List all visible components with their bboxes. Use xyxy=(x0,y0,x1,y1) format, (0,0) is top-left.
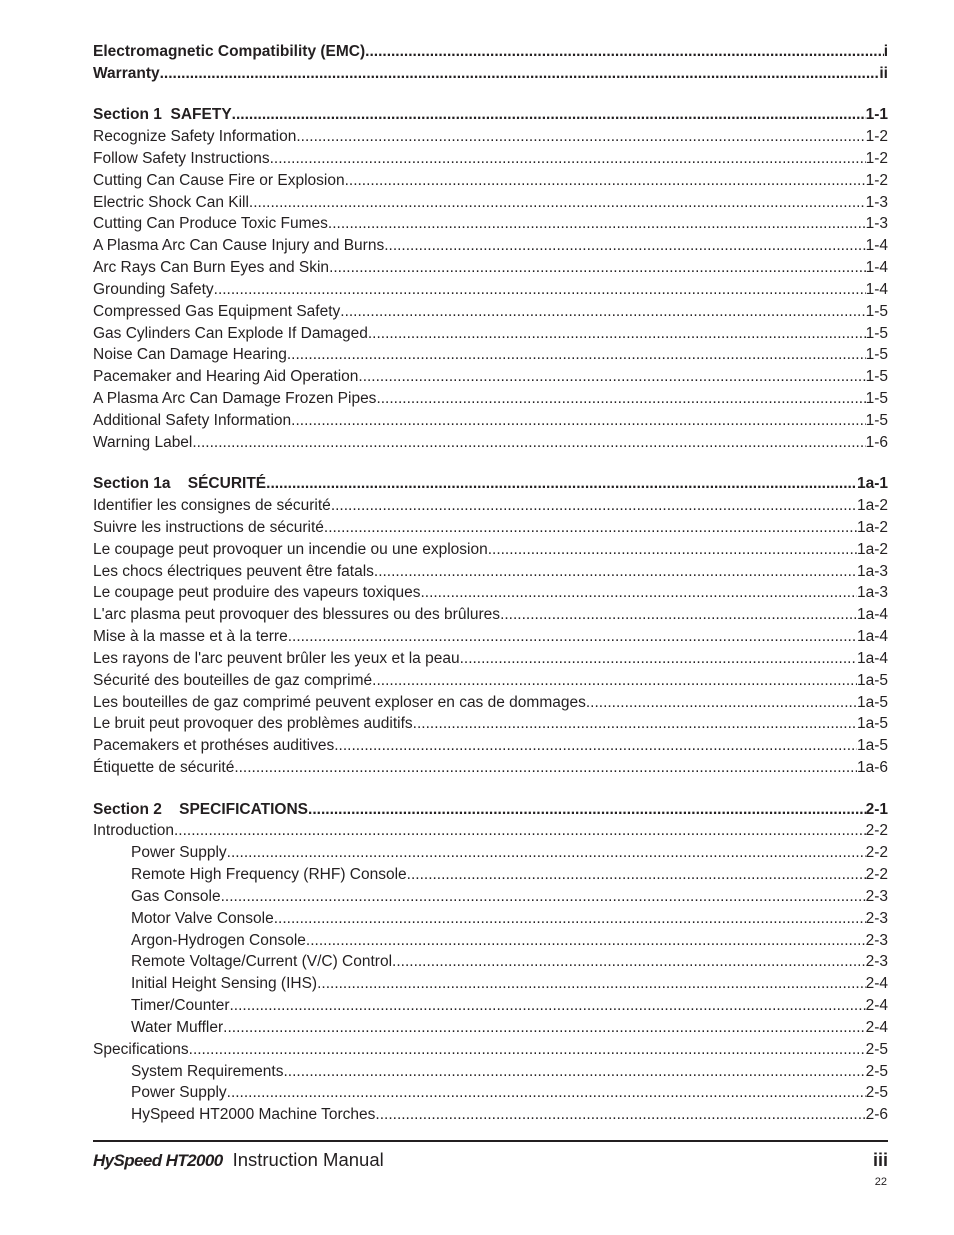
toc-entry-title: Recognize Safety Information xyxy=(93,128,297,146)
toc-subentry xyxy=(93,951,888,973)
section-heading-title: Section 1 SAFETY xyxy=(93,106,232,124)
dot-leader xyxy=(372,670,857,692)
toc-subentry-page: 2-4 xyxy=(865,1018,888,1036)
toc-entry-title: Cutting Can Produce Toxic Fumes xyxy=(93,215,328,233)
dot-leader xyxy=(287,344,866,366)
toc-entry-title: Pacemakers et prothéses auditives xyxy=(93,737,335,755)
toc-entry-title: Compressed Gas Equipment Safety xyxy=(93,302,341,320)
section-1a-group xyxy=(93,473,888,779)
toc-entry xyxy=(93,713,888,735)
toc-entry-page: 1-2 xyxy=(865,171,888,189)
section-heading-page: 1-1 xyxy=(865,106,888,124)
toc-entry-title: Warranty xyxy=(93,64,160,82)
toc-entry-title: A Plasma Arc Can Damage Frozen Pipes xyxy=(93,390,377,408)
dot-leader xyxy=(317,973,866,995)
section-2-heading xyxy=(93,799,888,821)
toc-entry xyxy=(93,257,888,279)
toc-entry-title: Grounding Safety xyxy=(93,280,214,298)
dot-leader xyxy=(214,279,866,301)
toc-entry-emc xyxy=(93,41,888,63)
dot-leader xyxy=(376,388,865,410)
toc-entry-page: 1a-5 xyxy=(856,715,888,733)
toc-entry-page: 1a-6 xyxy=(856,759,888,777)
toc-subentry-title: Remote Voltage/Current (V/C) Control xyxy=(131,953,393,971)
toc-entry xyxy=(93,323,888,345)
dot-leader xyxy=(331,495,857,517)
toc-entry-page: 1-5 xyxy=(865,324,888,342)
toc-subentry-page: 2-3 xyxy=(865,931,888,949)
front-matter xyxy=(93,41,888,85)
toc-entry-title: Cutting Can Cause Fire or Explosion xyxy=(93,171,345,189)
toc-entry xyxy=(93,561,888,583)
toc-subentry-title: Initial Height Sensing (IHS) xyxy=(131,975,318,993)
toc-entry xyxy=(93,235,888,257)
dot-leader xyxy=(340,301,865,323)
toc-subentry-title: Argon-Hydrogen Console xyxy=(131,931,306,949)
toc-entry xyxy=(93,626,888,648)
toc-entry-page: 2-5 xyxy=(865,1040,888,1058)
toc-entry xyxy=(93,410,888,432)
dot-leader xyxy=(328,213,866,235)
toc-subentry-title: System Requirements xyxy=(131,1062,284,1080)
toc-subentry-title: Gas Console xyxy=(131,887,221,905)
toc-subentry-title: Power Supply xyxy=(131,844,227,862)
toc-entry-page: 1-5 xyxy=(865,302,888,320)
toc-subentry xyxy=(93,930,888,952)
dot-leader xyxy=(334,735,857,757)
toc-entry-title: Specifications xyxy=(93,1040,189,1058)
toc-entry-page: 1a-5 xyxy=(856,671,888,689)
toc-entry-title: Electromagnetic Compatibility (EMC) xyxy=(93,43,366,60)
dot-leader xyxy=(374,561,857,583)
toc-entry xyxy=(93,192,888,214)
toc-subentry-page: 2-4 xyxy=(865,997,888,1015)
toc-entry xyxy=(93,692,888,714)
toc-entry-page: 1-2 xyxy=(865,149,888,167)
toc-subentry xyxy=(93,973,888,995)
toc-entry-title: Follow Safety Instructions xyxy=(93,149,270,167)
dot-leader xyxy=(227,842,866,864)
toc-entry-title: Warning Label xyxy=(93,433,193,451)
dot-leader xyxy=(420,582,857,604)
toc-entry-title: Les bouteilles de gaz comprimé peuvent exploser en cas de dommages xyxy=(93,693,586,711)
dot-leader xyxy=(407,864,866,886)
toc-subentry-page: 2-3 xyxy=(865,909,888,927)
toc-entry-page: 1a-4 xyxy=(856,628,888,646)
toc-subentry xyxy=(93,886,888,908)
dot-leader xyxy=(345,170,866,192)
footer xyxy=(93,1149,888,1171)
toc-entry-page: 1a-2 xyxy=(856,540,888,558)
toc-entry-page: 1-5 xyxy=(865,390,888,408)
toc-subentry xyxy=(93,995,888,1017)
toc-entry-page: 1-4 xyxy=(865,259,888,277)
dot-leader xyxy=(291,410,865,432)
toc-entry-title: Introduction xyxy=(93,822,174,840)
toc-entry-title: Additional Safety Information xyxy=(93,412,292,429)
dot-leader xyxy=(358,366,865,388)
dot-leader xyxy=(500,604,857,626)
dot-leader xyxy=(460,648,857,670)
toc-entry xyxy=(93,366,888,388)
toc-entry-page: 1a-5 xyxy=(856,693,888,711)
toc-entry-title: Arc Rays Can Burn Eyes and Skin xyxy=(93,259,330,277)
toc-subentry xyxy=(93,1017,888,1039)
toc-subentry xyxy=(93,842,888,864)
toc-entry-warranty xyxy=(93,63,888,85)
dot-leader xyxy=(329,257,866,279)
toc-entry-page: 1a-3 xyxy=(856,584,888,602)
toc-subentry-page: 2-3 xyxy=(865,887,888,905)
dot-leader xyxy=(274,908,866,930)
dot-leader xyxy=(189,1039,866,1061)
toc-entry xyxy=(93,517,888,539)
toc-subentry-page: 2-5 xyxy=(865,1084,888,1102)
dot-leader xyxy=(227,1082,866,1104)
toc-entry xyxy=(93,582,888,604)
footer-product-name: HySpeed HT2000 xyxy=(93,1151,223,1170)
toc-entry xyxy=(93,539,888,561)
dot-leader xyxy=(249,192,866,214)
dot-leader xyxy=(375,1104,865,1126)
dot-leader xyxy=(413,713,857,735)
footer-rule xyxy=(93,1140,888,1142)
toc-subentry-page: 2-4 xyxy=(865,975,888,993)
toc-entry xyxy=(93,279,888,301)
section-1-group xyxy=(93,104,888,454)
toc-entry-title: Gas Cylinders Can Explode If Damaged xyxy=(93,324,368,342)
toc-entry xyxy=(93,820,888,842)
toc-entry-page: 1-3 xyxy=(865,215,888,233)
toc-entry-page: 1a-2 xyxy=(856,518,888,536)
toc-subentry-title: Timer/Counter xyxy=(131,997,230,1015)
section-heading-title: Section 1a SÉCURITÉ xyxy=(93,475,267,493)
toc-entry-title: Étiquette de sécurité xyxy=(93,759,235,777)
toc-entry-title: Pacemaker and Hearing Aid Operation xyxy=(93,368,359,386)
toc-entry xyxy=(93,670,888,692)
dot-leader xyxy=(223,1017,865,1039)
toc-entry xyxy=(93,126,888,148)
toc-subentry xyxy=(93,1082,888,1104)
toc-entry xyxy=(93,604,888,626)
dot-leader xyxy=(234,757,857,779)
toc-entry xyxy=(93,735,888,757)
toc-entry-page: 1a-4 xyxy=(856,649,888,667)
toc-entry xyxy=(93,757,888,779)
dot-leader xyxy=(266,473,857,495)
section-2-group xyxy=(93,799,888,1127)
toc-subentry xyxy=(93,908,888,930)
toc-subentry-title: Remote High Frequency (RHF) Console xyxy=(131,866,407,884)
toc-entry-title: Le bruit peut provoquer des problèmes auditifs xyxy=(93,715,413,733)
toc-entry-title: L'arc plasma peut provoquer des blessures ou des brûlures xyxy=(93,606,501,624)
toc-entry-title: Les chocs électriques peuvent être fatals xyxy=(93,562,374,580)
toc-entry-page: i xyxy=(883,43,888,60)
toc-entry-page: 1-4 xyxy=(865,237,888,255)
toc-subentry-page: 2-2 xyxy=(865,844,888,862)
dot-leader xyxy=(296,126,865,148)
toc-entry-title: Noise Can Damage Hearing xyxy=(93,346,287,364)
toc-entry xyxy=(93,301,888,323)
sheet-number: 22 xyxy=(874,1176,887,1188)
toc-subentry-page: 2-6 xyxy=(865,1106,888,1124)
toc-subentry-page: 2-2 xyxy=(865,866,888,884)
dot-leader xyxy=(232,104,866,126)
dot-leader xyxy=(283,1061,865,1083)
section-1a-heading xyxy=(93,473,888,495)
toc-entry-page: 1-6 xyxy=(865,433,888,451)
toc-entry xyxy=(93,648,888,670)
dot-leader xyxy=(288,626,857,648)
dot-leader xyxy=(368,323,866,345)
toc-entry xyxy=(93,170,888,192)
footer-page-number: iii xyxy=(872,1150,888,1170)
footer-manual-title: Instruction Manual xyxy=(232,1149,384,1170)
toc-entry-page: 1-4 xyxy=(865,280,888,298)
dot-leader xyxy=(384,235,865,257)
toc-entry-title: Sécurité des bouteilles de gaz comprimé xyxy=(93,671,373,689)
toc-entry-page: 1-5 xyxy=(865,412,888,429)
toc-subentry-page: 2-3 xyxy=(865,953,888,971)
section-heading-page: 1a-1 xyxy=(856,475,888,493)
toc-entry-page: 1-5 xyxy=(865,346,888,364)
toc-entry-page: 1-3 xyxy=(865,193,888,211)
toc-subentry-title: HySpeed HT2000 Machine Torches xyxy=(131,1106,376,1124)
toc-subentry xyxy=(93,1061,888,1083)
toc-entry xyxy=(93,388,888,410)
toc-entry-page: ii xyxy=(879,64,888,82)
section-1-heading xyxy=(93,104,888,126)
toc-entry xyxy=(93,344,888,366)
toc-subentry xyxy=(93,864,888,886)
dot-leader xyxy=(306,930,866,952)
toc-entry-title: Suivre les instructions de sécurité xyxy=(93,518,324,536)
dot-leader xyxy=(308,799,866,821)
toc-entry-title: A Plasma Arc Can Cause Injury and Burns xyxy=(93,237,385,255)
toc-entry-title: Mise à la masse et à la terre xyxy=(93,628,288,646)
toc-entry-page: 2-2 xyxy=(865,822,888,840)
toc-entry xyxy=(93,213,888,235)
toc-entry-page: 1a-5 xyxy=(856,737,888,755)
toc-entry xyxy=(93,1039,888,1061)
toc-entry xyxy=(93,495,888,517)
dot-leader xyxy=(160,63,880,85)
toc-subentry-page: 2-5 xyxy=(865,1062,888,1080)
dot-leader xyxy=(229,995,865,1017)
toc-subentry-title: Motor Valve Console xyxy=(131,909,274,927)
toc-entry-title: Electric Shock Can Kill xyxy=(93,193,249,211)
dot-leader xyxy=(192,432,865,454)
toc-entry-page: 1-2 xyxy=(865,128,888,146)
toc-entry-title: Les rayons de l'arc peuvent brûler les yeux et la peau xyxy=(93,649,460,667)
dot-leader xyxy=(174,820,866,842)
toc-entry-page: 1a-3 xyxy=(856,562,888,580)
table-of-contents xyxy=(93,41,888,1126)
dot-leader xyxy=(586,692,857,714)
section-heading-page: 2-1 xyxy=(865,800,888,818)
toc-entry xyxy=(93,432,888,454)
toc-entry-title: Identifier les consignes de sécurité xyxy=(93,497,331,515)
dot-leader xyxy=(324,517,857,539)
toc-subentry-title: Power Supply xyxy=(131,1084,227,1102)
dot-leader xyxy=(221,886,866,908)
toc-entry-page: 1-5 xyxy=(865,368,888,386)
toc-subentry-title: Water Muffler xyxy=(131,1018,224,1036)
section-heading-title: Section 2 SPECIFICATIONS xyxy=(93,800,309,818)
dot-leader xyxy=(270,148,866,170)
toc-entry-title: Le coupage peut provoquer un incendie ou une explosion xyxy=(93,540,488,558)
dot-leader xyxy=(365,41,884,63)
dot-leader xyxy=(488,539,857,561)
toc-entry xyxy=(93,148,888,170)
toc-entry-page: 1a-4 xyxy=(856,606,888,624)
toc-entry-page: 1a-2 xyxy=(856,497,888,515)
dot-leader xyxy=(392,951,866,973)
toc-subentry xyxy=(93,1104,888,1126)
toc-entry-title: Le coupage peut produire des vapeurs toxiques xyxy=(93,584,421,602)
